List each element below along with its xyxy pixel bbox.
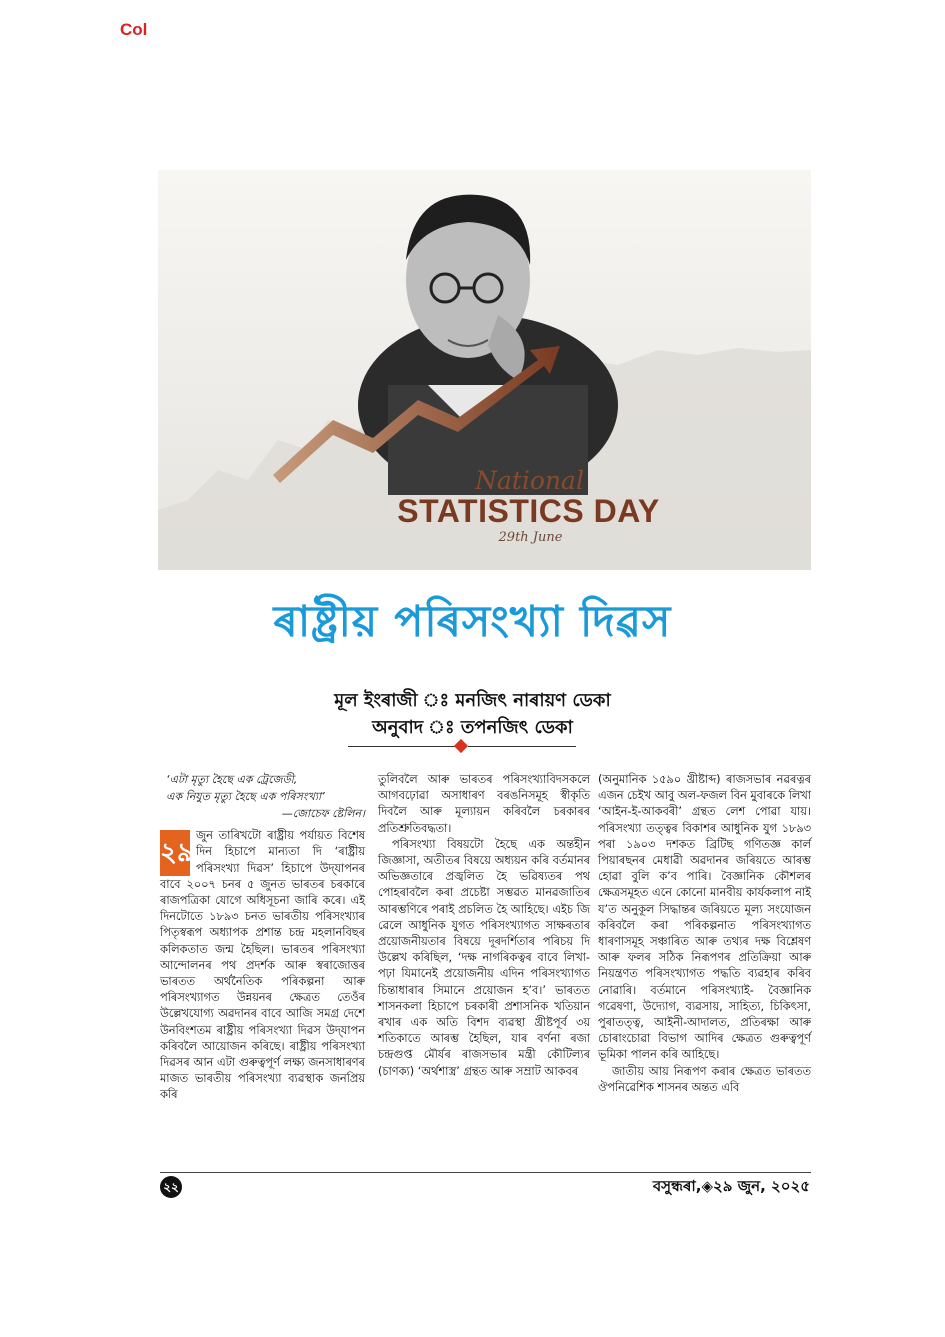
hero-national-label: National	[475, 466, 584, 495]
divider-left	[348, 746, 456, 747]
paragraph: জাতীয় আয় নিৰূপণ কৰাৰ ক্ষেত্ৰত ভাৰতত ঔপনিৱেশিক শাসনৰ অন্তত এবি	[598, 1064, 811, 1094]
epigraph-line-1: ‘এটা মৃত্যু হৈছে এক ট্ৰেজেডী,	[166, 773, 298, 786]
hero-date: 29th June	[498, 530, 563, 545]
paragraph: (অনুমানিক ১৫৯০ খ্ৰীষ্টাব্দ) ৰাজসভাৰ নৱৰত্নৰ এজন চেইখ আবু অল-ফজল বিন মুবাৰকে লিখা ‘আইন-ই-আকবৰী’ গ্ৰন্থত লেশ পোৱা যায়। পৰিসংখ্যা তত্ত্বৰ বিকাশৰ আধুনিক যুগ ১৮৯৩ পৰা ১৯০৩ দশকত ব্ৰিটিছ গণিতজ্ঞ কাৰ্ল পিয়াৰছনৰ মেধাৱী অৱদানৰ জৰিয়তে আৰম্ভ হোৱা বুলি ক’ব পাৰি। বৈজ্ঞানিক কৌশলৰ ক্ষেত্ৰসমূহত এনে কোনো মানবীয় কাৰ্যকলাপ নাই য’ত অনুকূল সিদ্ধান্তৰ জৰিয়তে মূল্য সংযোজন কৰিবলৈ কৰা পৰিকল্পনাত পৰিসংখ্যাগত ধাৰণাসমূহ সঞ্চাৰিত আৰু তথ্যৰ দক্ষ বিশ্লেষণ আৰু ফলৰ সঠিক নিৰূপণৰ প্ৰতিক্ৰিয়া আৰু নিয়ন্ত্ৰণত পৰিসংখ্যাগত পদ্ধতি ব্যৱহাৰ কৰিব নোৱাৰি। বৰ্তমানে পৰিসংখ্যাই- বৈজ্ঞানিক গৱেষণা, উদ্যোগ, ব্যৱসায়, সাহিত্য, চিকিৎসা, পুৰাতত্ত্ব, আইনী-আদালত, প্ৰতিৰক্ষা আৰু চোৰাংচোৱা বিভাগ আদিৰ ক্ষেত্ৰত গুৰুত্বপূৰ্ণ ভূমিকা পালন কৰি আহিছে।	[598, 773, 811, 1062]
article-column-2	[378, 772, 590, 1080]
dropcap-number: ২৯	[160, 830, 190, 876]
hero-image	[158, 170, 811, 570]
hero-statistics-day: STATISTICS DAY	[397, 493, 660, 529]
page-number: ২২	[160, 1176, 182, 1198]
footer-rule	[160, 1172, 811, 1173]
byline-translator: অনুবাদ ঃ তপনজিৎ ডেকা	[372, 717, 573, 738]
byline-original-author: মূল ইংৰাজী ঃ মনজিৎ নাৰায়ণ ডেকা	[334, 690, 611, 711]
article-title: ৰাষ্ট্ৰীয় পৰিসংখ্যা দিৱস	[273, 597, 672, 647]
divider-right	[468, 746, 576, 747]
epigraph-line-2: এক নিযুত মৃত্যু হৈছে এক পৰিসংখ্যা’	[166, 790, 325, 803]
paragraph: তুলিবলৈ আৰু ভাৰতৰ পৰিসংখ্যাবিদসকলে আগবঢ়োৱা অসাধাৰণ বৰঙনিসমূহ স্বীকৃতি দিবলৈ আৰু মূল্যায়ন কৰিবলৈ চৰকাৰৰ প্ৰতিশ্ৰুতিবদ্ধতা।	[378, 773, 590, 835]
article-column-3	[598, 772, 811, 1096]
paragraph: জুন তাৰিখটো ৰাষ্ট্ৰীয় পৰ্যায়ত বিশেষ দিন হিচাপে মান্যতা দি ‘ৰাষ্ট্ৰীয় পৰিসংখ্যা দিৱস’ হিচাপে উদ্‌যাপনৰ বাবে ২০০৭ চনৰ ৫ জুনত ভাৰতৰ চৰকাৰে ৰাজপত্ৰিকা যোগে অধিসূচনা জাৰি কৰে। এই দিনটোতে ১৮৯৩ চনত ভাৰতীয় পৰিসংখ্যাৰ পিতৃস্বৰূপ অধ্যাপক প্ৰশান্ত চন্দ্ৰ মহলানবিছৰ কলিকতাত জন্ম হৈছিল। ভাৰতৰ পৰিসংখ্যা আন্দোলনৰ পথ প্ৰদৰ্শক আৰু স্বৰাজোত্তৰ ভাৰতত অৰ্থনৈতিক পৰিকল্পনা আৰু পৰিসংখ্যাগত উন্নয়নৰ ক্ষেত্ৰত তেওঁৰ উল্লেখযোগ্য অৱদানৰ বাবে আজি সমগ্ৰ দেশে উনবিংশতম ৰাষ্ট্ৰীয় পৰিসংখ্যা দিৱস উদ্‌যাপন কৰিবলৈ আয়োজন কৰিছে। ৰাষ্ট্ৰীয় পৰিসংখ্যা দিৱসৰ আন এটা গুৰুত্বপূৰ্ণ লক্ষ্য জনসাধাৰণৰ মাজত ভাৰতীয় পৰিসংখ্যা ব্যৱস্থাক জনপ্ৰিয় কৰি	[160, 829, 365, 1102]
corner-mark: Col	[120, 20, 148, 39]
paragraph: পৰিসংখ্যা বিষয়টো হৈছে এক অন্তহীন জিজ্ঞাসা, অতীতৰ বিষয়ে অধ্যয়ন কৰি বৰ্তমানৰ অভিজ্ঞতাৰে প্ৰজ্বলিত হৈ ভৱিষ্যতৰ পথ পোহৰাবলৈ কৰা প্ৰচেষ্টা সম্ভৱত মানৱজাতিৰ আৰম্ভণিৰে পৰাই প্ৰচলিত হৈ আহিছে। এইচ জি ৱেলে আধুনিক যুগত পৰিসংখ্যাগত সাক্ষৰতাৰ প্ৰয়োজনীয়তাৰ বিষয়ে দূৰদৰ্শিতাৰ পৰিচয় দি উল্লেখ কৰিছিল, ‘দক্ষ নাগৰিকত্বৰ বাবে লিখা-পঢ়া যিমানেই প্ৰয়োজনীয় এদিন পৰিসংখ্যাগত চিন্তাধাৰাৰ সিমানে প্ৰয়োজন হ’ব।’ ভাৰতত শাসনকলা হিচাপে চৰকাৰী প্ৰশাসনিক খতিয়ান ৰখাৰ এক অতি বিশদ ব্যৱস্থা খ্ৰীষ্টপূৰ্ব ৩য় শতিকাতে আৰম্ভ হৈছিল, যাৰ বৰ্ণনা ৰজা চন্দ্ৰগুপ্ত মৌৰ্যৰ ৰাজসভাৰ মন্ত্ৰী কৌটিল্যৰ (চাণক্য) ‘অৰ্থশাস্ত্ৰ’ গ্ৰন্থত আৰু সম্ৰাট আকবৰ	[378, 837, 590, 1078]
article-column-1	[160, 772, 365, 1104]
publication-dateline: বসুন্ধৰা,◈২৯ জুন, ২০২৫	[652, 1177, 810, 1195]
epigraph-author: —জোচেফ ষ্টেলিন।	[281, 807, 365, 820]
